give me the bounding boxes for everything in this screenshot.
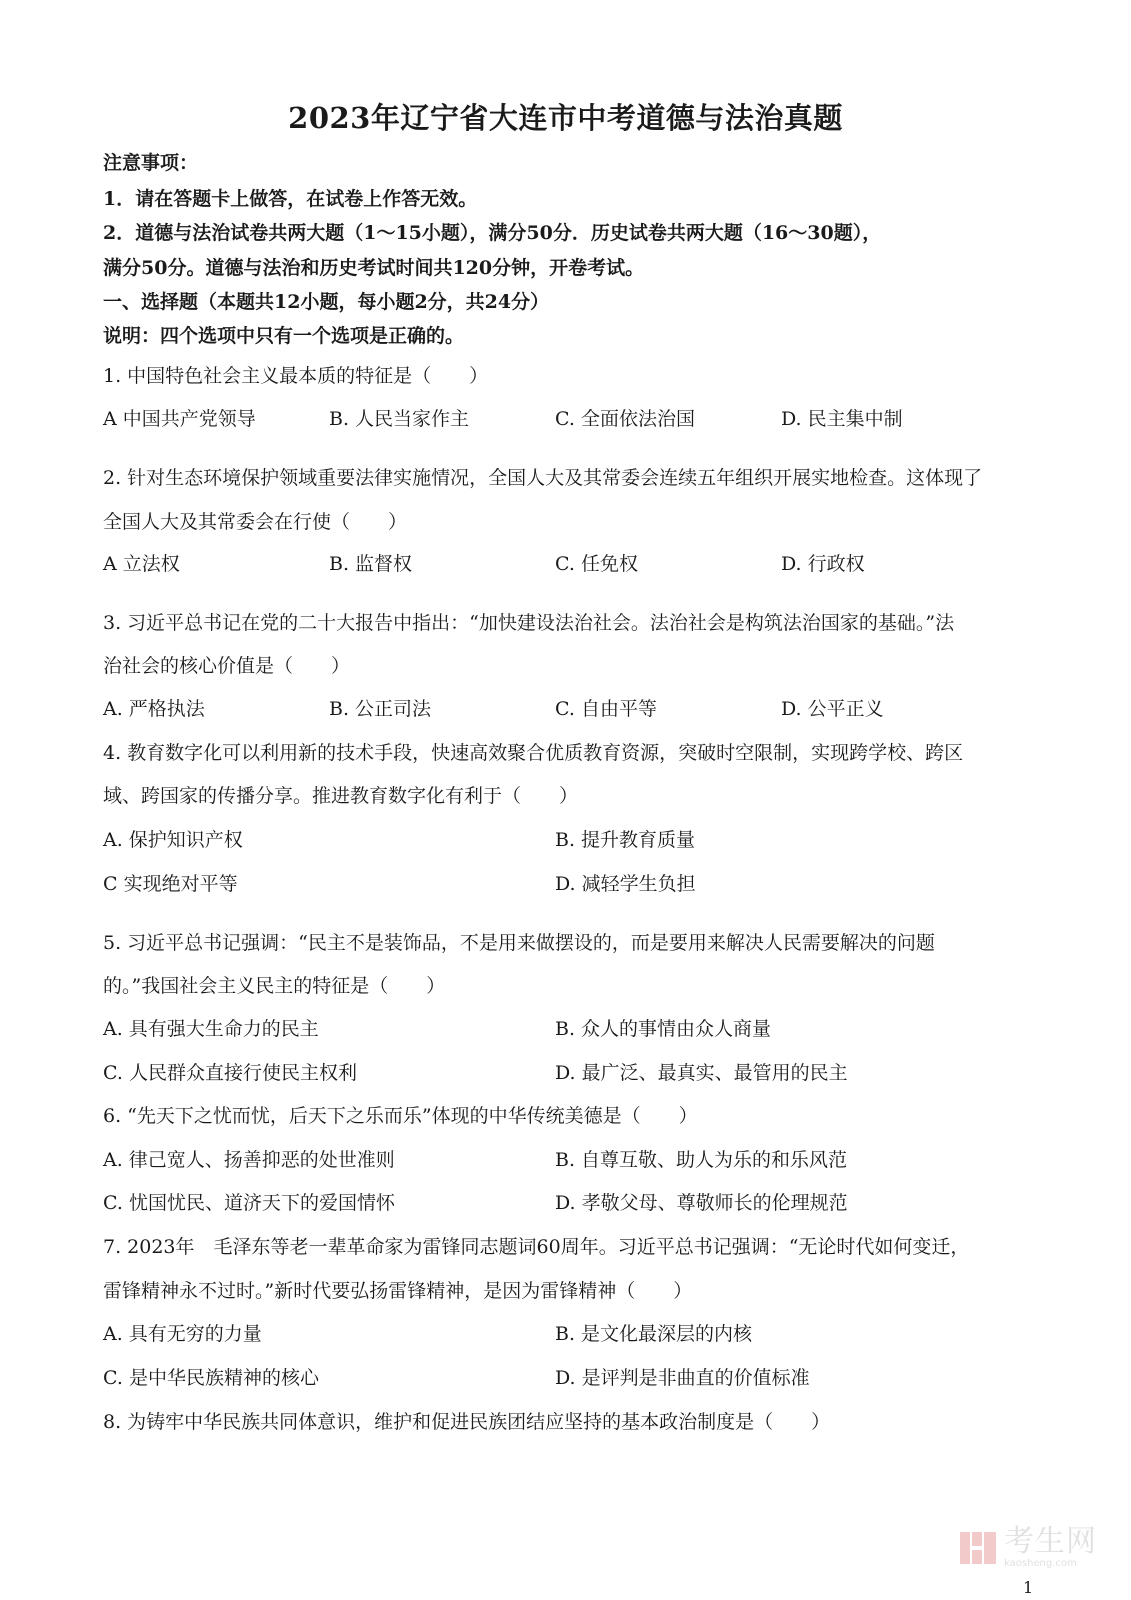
notice-item-1: 1．请在答题卡上做答，在试卷上作答无效。 <box>103 188 478 210</box>
question-2-option-b: B. 监督权 <box>329 553 413 575</box>
question-1-option-b: B. 人民当家作主 <box>329 408 470 430</box>
section-heading: 一、选择题（本题共12小题，每小题2分，共24分） <box>103 291 550 313</box>
watermark-logo-icon <box>958 1528 998 1568</box>
question-1-stem: 1. 中国特色社会主义最本质的特征是（ ） <box>103 365 489 387</box>
question-7-stem-line-2: 雷锋精神永不过时。”新时代要弘扬雷锋精神，是因为雷锋精神（ ） <box>103 1280 693 1302</box>
notice-heading: 注意事项： <box>103 152 199 174</box>
question-2-stem-line-1: 2. 针对生态环境保护领域重要法律实施情况，全国人大及其常委会连续五年组织开展实地检查。这体现了 <box>103 467 983 489</box>
question-8-stem: 8. 为铸牢中华民族共同体意识，维护和促进民族团结应坚持的基本政治制度是（ ） <box>103 1411 831 1433</box>
notice-item-2-line-2: 满分50分。道德与法治和历史考试时间共120分钟，开卷考试。 <box>103 257 645 279</box>
question-6-stem: 6. “先天下之忧而忧，后天下之乐而乐”体现的中华传统美德是（ ） <box>103 1105 698 1127</box>
question-2-option-d: D. 行政权 <box>781 553 865 575</box>
question-7-option-a: A. 具有无穷的力量 <box>103 1323 262 1345</box>
question-5-stem-line-2: 的。”我国社会主义民主的特征是（ ） <box>103 975 446 997</box>
question-1-option-d: D. 民主集中制 <box>781 408 903 430</box>
question-4-option-d: D. 减轻学生负担 <box>555 873 696 895</box>
watermark-subtext: kaosheng.com <box>1004 1558 1077 1569</box>
question-5-option-a: A. 具有强大生命力的民主 <box>103 1018 319 1040</box>
question-7-option-d: D. 是评判是非曲直的价值标准 <box>555 1367 810 1389</box>
question-2-stem-line-2: 全国人大及其常委会在行使（ ） <box>103 511 408 533</box>
question-5-stem-line-1: 5. 习近平总书记强调：“民主不是装饰品，不是用来做摆设的，而是要用来解决人民需要解决的问题 <box>103 932 935 954</box>
question-6-option-a: A. 律己宽人、扬善抑恶的处世准则 <box>103 1149 395 1171</box>
question-3-option-a: A. 严格执法 <box>103 698 205 720</box>
question-7-stem-line-1: 7. 2023年 毛泽东等老一辈革命家为雷锋同志题词60周年。习近平总书记强调：“无论时代如何变迁， <box>103 1236 970 1258</box>
question-4-option-c: C 实现绝对平等 <box>103 873 238 895</box>
question-6-option-d: D. 孝敬父母、尊敬师长的伦理规范 <box>555 1192 848 1214</box>
question-6-option-c: C. 忧国忧民、道济天下的爱国情怀 <box>103 1192 395 1214</box>
question-4-stem-line-2: 域、跨国家的传播分享。推进教育数字化有利于（ ） <box>103 785 579 807</box>
question-4-option-b: B. 提升教育质量 <box>555 829 696 851</box>
question-5-option-c: C. 人民群众直接行使民主权利 <box>103 1062 357 1084</box>
question-4-option-a: A. 保护知识产权 <box>103 829 243 851</box>
question-3-stem-line-2: 治社会的核心价值是（ ） <box>103 655 351 677</box>
question-3-option-b: B. 公正司法 <box>329 698 432 720</box>
question-4-stem-line-1: 4. 教育数字化可以利用新的技术手段，快速高效聚合优质教育资源，突破时空限制，实现跨学校、跨区 <box>103 742 964 764</box>
page-number: 1 <box>1023 1578 1034 1597</box>
question-5-option-b: B. 众人的事情由众人商量 <box>555 1018 772 1040</box>
question-7-option-b: B. 是文化最深层的内核 <box>555 1323 753 1345</box>
question-2-option-c: C. 任免权 <box>555 553 638 575</box>
question-3-stem-line-1: 3. 习近平总书记在党的二十大报告中指出：“加快建设法治社会。法治社会是构筑法治国家的基础。”法 <box>103 612 955 634</box>
question-7-option-c: C. 是中华民族精神的核心 <box>103 1367 319 1389</box>
question-6-option-b: B. 自尊互敬、助人为乐的和乐风范 <box>555 1149 848 1171</box>
notice-item-2-line-1: 2．道德与法治试卷共两大题（1～15小题），满分50分．历史试卷共两大题（16～30题）， <box>103 222 882 244</box>
question-3-option-c: C. 自由平等 <box>555 698 657 720</box>
question-3-option-d: D. 公平正义 <box>781 698 884 720</box>
section-instruction: 说明：四个选项中只有一个选项是正确的。 <box>103 325 465 347</box>
question-1-option-c: C. 全面依法治国 <box>555 408 695 430</box>
watermark-text: 考生网 <box>1004 1524 1097 1559</box>
question-5-option-d: D. 最广泛、最真实、最管用的民主 <box>555 1062 848 1084</box>
question-2-option-a: A 立法权 <box>103 553 180 575</box>
question-1-option-a: A 中国共产党领导 <box>103 408 256 430</box>
watermark <box>958 1525 1108 1571</box>
page-title: 2023年辽宁省大连市中考道德与法治真题 <box>288 101 843 135</box>
